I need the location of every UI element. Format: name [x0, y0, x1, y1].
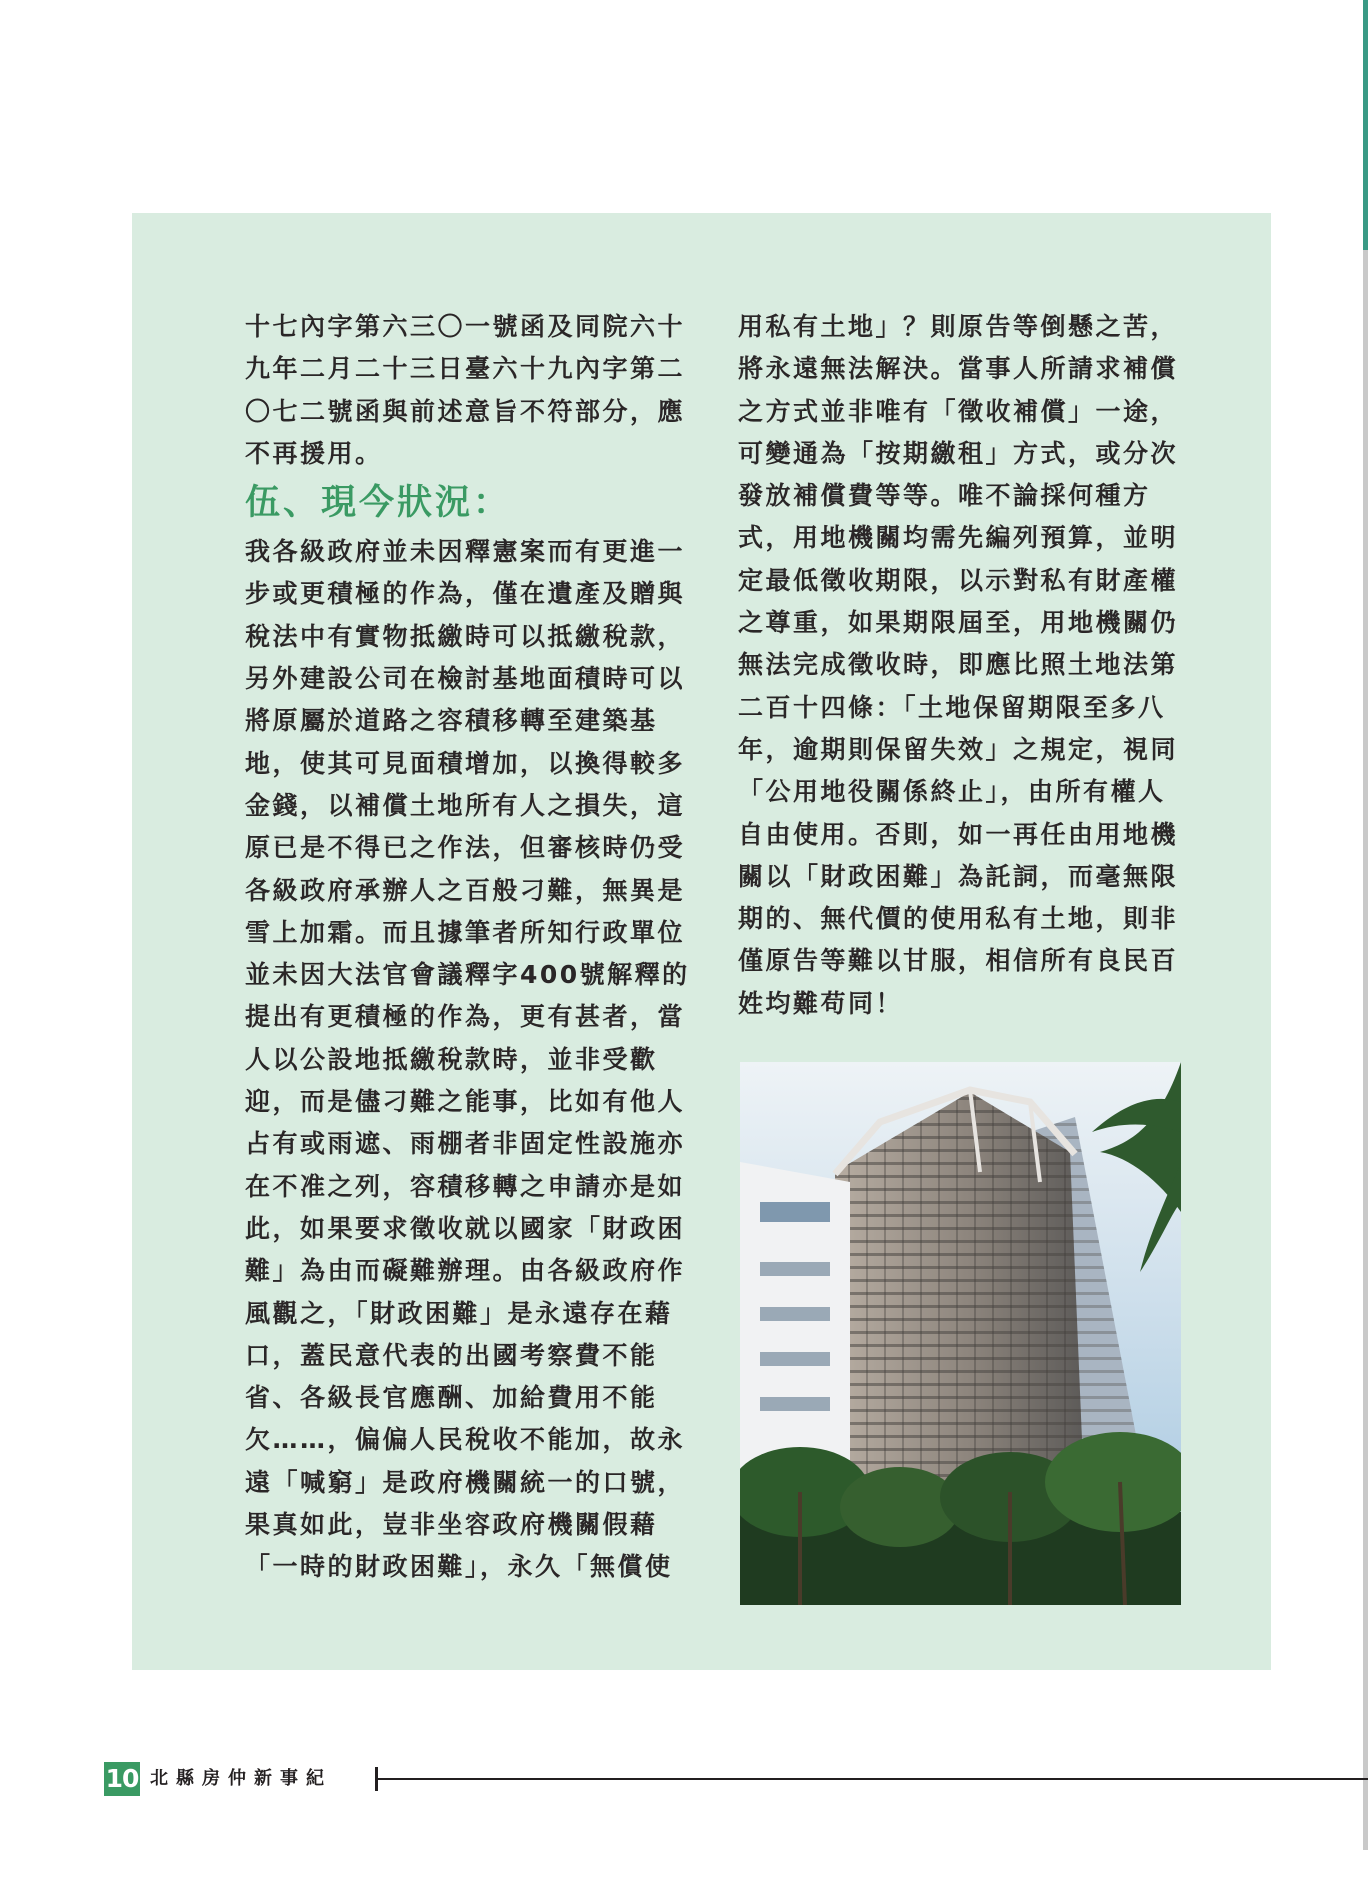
- text-line: 風觀之，「財政困難」是永遠存在藉: [245, 1298, 673, 1328]
- text-line: 省、各級長官應酬、加給費用不能: [245, 1383, 658, 1413]
- text-line: 式，用地機關均需先編列預算，並明: [738, 523, 1179, 553]
- building-photo-graphic: [740, 1062, 1181, 1605]
- text-line: 之方式並非唯有「徵收補償」一途，: [738, 396, 1179, 426]
- text-line: 欠……，偏偏人民稅收不能加，故永: [245, 1425, 686, 1455]
- text-line: 果真如此，豈非坐容政府機關假藉: [245, 1510, 658, 1540]
- text-line: 金錢，以補償土地所有人之損失，這: [245, 790, 686, 820]
- text-line: 〇七二號函與前述意旨不符部分，應: [245, 396, 686, 426]
- text-line: 在不准之列，容積移轉之申請亦是如: [245, 1171, 686, 1201]
- text-line: 另外建設公司在檢討基地面積時可以: [245, 664, 686, 694]
- text-line: 十七內字第六三〇一號函及同院六十: [245, 312, 686, 341]
- text-line: 不再援用。: [245, 438, 383, 468]
- text-line: 無法完成徵收時，即應比照土地法第: [738, 650, 1179, 680]
- text-line: 各級政府承辦人之百般刁難，無異是: [245, 875, 686, 905]
- text-line: 九年二月二十三日臺六十九內字第二: [245, 354, 686, 384]
- text-line: 可變通為「按期繳租」方式，或分次: [738, 438, 1179, 468]
- edge-accent: [1363, 0, 1368, 250]
- text-line: 占有或雨遮、雨棚者非固定性設施亦: [245, 1129, 686, 1159]
- section-heading: 伍、現今狀況：: [245, 483, 512, 524]
- text-line: 關以「財政困難」為託詞，而毫無限: [738, 861, 1179, 891]
- text-line: 步或更積極的作為，僅在遺產及贈與: [245, 579, 686, 609]
- text-line: 將原屬於道路之容積移轉至建築基: [245, 706, 658, 736]
- edge-gray: [1363, 250, 1368, 1850]
- text-line: 發放補償費等等。唯不論採何種方: [738, 481, 1151, 511]
- text-line: 難」為由而礙難辦理。由各級政府作: [245, 1256, 686, 1286]
- text-line: 提出有更積極的作為，更有甚者，當: [245, 1002, 686, 1032]
- text-line: 我各級政府並未因釋憲案而有更進一: [245, 537, 686, 567]
- footer-rule: [378, 1778, 1368, 1780]
- text-line: 「一時的財政困難」，永久「無償使: [245, 1552, 673, 1582]
- text-line: 遠「喊窮」是政府機關統一的口號，: [245, 1467, 686, 1497]
- text-line: 稅法中有實物抵繳時可以抵繳稅款，: [245, 621, 686, 651]
- text-line: 原已是不得已之作法，但審核時仍受: [245, 833, 686, 863]
- text-line: 僅原告等難以甘服，相信所有良民百: [738, 946, 1179, 976]
- left-column: [245, 306, 700, 1589]
- building-photo: [740, 1062, 1181, 1605]
- text-line: 地，使其可見面積增加，以換得較多: [245, 748, 686, 778]
- publication-title: 北縣房仲新事紀: [150, 1768, 332, 1789]
- text-line: 之尊重，如果期限屆至，用地機關仍: [738, 608, 1179, 638]
- text-line: 姓均難苟同！: [738, 988, 904, 1018]
- right-column: [738, 306, 1186, 1025]
- text-line: 定最低徵收期限，以示對私有財產權: [738, 565, 1179, 595]
- text-line: 將永遠無法解決。當事人所請求補償: [738, 354, 1179, 384]
- page-number: 10: [104, 1762, 140, 1796]
- text-line: 期的、無代價的使用私有土地，則非: [738, 904, 1179, 934]
- text-line: 二百十四條：「土地保留期限至多八: [738, 692, 1166, 722]
- text-line: 並未因大法官會議釋字400號解釋的: [245, 960, 690, 990]
- text-line: 口，蓋民意代表的出國考察費不能: [245, 1340, 658, 1370]
- text-line: 迎，而是儘刁難之能事，比如有他人: [245, 1087, 686, 1117]
- text-line: 年，逾期則保留失效」之規定，視同: [738, 734, 1179, 764]
- text-line: 雪上加霜。而且據筆者所知行政單位: [245, 917, 686, 947]
- text-line: 人以公設地抵繳稅款時，並非受歡: [245, 1044, 658, 1074]
- page-edge-strip: [1363, 0, 1368, 1885]
- text-line: 自由使用。否則，如一再任由用地機: [738, 819, 1179, 849]
- text-line: 此，如果要求徵收就以國家「財政困: [245, 1213, 686, 1243]
- text-line: 用私有土地」？則原告等倒懸之苦，: [738, 312, 1179, 341]
- text-line: 「公用地役關係終止」，由所有權人: [738, 777, 1166, 807]
